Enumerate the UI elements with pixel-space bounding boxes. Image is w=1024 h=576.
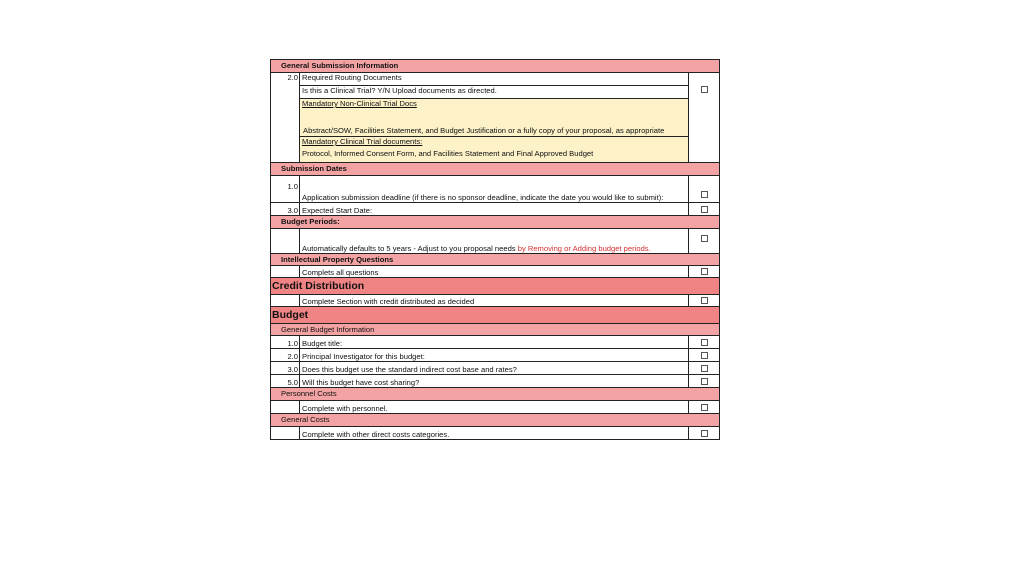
checkbox-cell xyxy=(689,203,719,215)
item-number: 1.0 xyxy=(271,336,300,348)
periods-text: Automatically defaults to 5 years - Adjust to you proposal needs xyxy=(302,243,516,253)
non-clinical-heading: Mandatory Non-Clinical Trial Docs xyxy=(302,99,417,108)
section-personnel-costs xyxy=(271,388,719,401)
section-general-budget-info xyxy=(271,324,719,336)
checkbox-cell xyxy=(689,73,719,162)
non-clinical-docs xyxy=(300,99,688,137)
start-date-checkbox[interactable] xyxy=(701,206,708,213)
start-date-row xyxy=(271,203,719,216)
budget-item-row xyxy=(271,349,719,362)
indirect-cost-checkbox[interactable] xyxy=(701,365,708,372)
budget-item-text: Does this budget use the standard indirect cost base and rates? xyxy=(300,362,689,374)
pi-checkbox[interactable] xyxy=(701,352,708,359)
item-number: 3.0 xyxy=(271,203,300,215)
checkbox-cell xyxy=(689,427,719,439)
section-title: General Budget Information xyxy=(281,324,375,334)
section-title: Credit Distribution xyxy=(272,279,365,292)
credit-checkbox[interactable] xyxy=(701,297,708,304)
item-number xyxy=(271,229,300,253)
section-budget-periods xyxy=(271,216,719,229)
section-title: General Submission Information xyxy=(281,61,399,71)
non-clinical-body: Abstract/SOW, Facilities Statement, and Budget Justification or a fully copy of your proposal, as appropriate xyxy=(303,125,665,135)
budget-item-text: Will this budget have cost sharing? xyxy=(300,375,689,387)
general-costs-row xyxy=(271,427,719,440)
routing-title: Required Routing Documents xyxy=(300,73,688,86)
clinical-heading: Mandatory Clinical Trial documents: xyxy=(302,137,423,146)
checklist-sheet xyxy=(270,59,720,440)
checkbox-cell xyxy=(689,375,719,387)
section-general-submission xyxy=(271,60,719,73)
section-title: Budget Periods: xyxy=(281,217,340,227)
deadline-checkbox[interactable] xyxy=(701,191,708,198)
item-number: 2.0 xyxy=(271,73,300,162)
checkbox-cell xyxy=(689,336,719,348)
ip-text: Complets all questions xyxy=(300,266,689,277)
budget-item-text: Budget title: xyxy=(300,336,689,348)
item-number xyxy=(271,266,300,277)
budget-title-checkbox[interactable] xyxy=(701,339,708,346)
item-number: 2.0 xyxy=(271,349,300,361)
routing-docs xyxy=(300,73,689,162)
section-title: Budget xyxy=(272,308,309,321)
routing-block xyxy=(271,73,719,163)
item-number xyxy=(271,295,300,306)
section-title: Personnel Costs xyxy=(281,389,337,399)
checkbox-cell xyxy=(689,176,719,202)
item-number: 5.0 xyxy=(271,375,300,387)
credit-text: Complete Section with credit distributed as decided xyxy=(300,295,689,306)
budget-item-row xyxy=(271,362,719,375)
credit-row xyxy=(271,295,719,307)
item-number xyxy=(271,401,300,413)
section-credit-distribution xyxy=(271,278,719,295)
checkbox-cell xyxy=(689,229,719,253)
budget-item-text: Principal Investigator for this budget: xyxy=(300,349,689,361)
clinical-body: Protocol, Informed Consent Form, and Facilities Statement and Final Approved Budget xyxy=(302,149,594,159)
checkbox-cell xyxy=(689,266,719,277)
item-number xyxy=(271,427,300,439)
ip-row xyxy=(271,266,719,278)
personnel-text: Complete with personnel. xyxy=(300,401,689,413)
cost-sharing-checkbox[interactable] xyxy=(701,378,708,385)
general-costs-text: Complete with other direct costs categories. xyxy=(300,427,689,439)
section-ip-questions xyxy=(271,254,719,266)
deadline-row xyxy=(271,176,719,203)
ip-checkbox[interactable] xyxy=(701,268,708,275)
item-number: 3.0 xyxy=(271,362,300,374)
clinical-question: Is this a Clinical Trial? Y/N Upload documents as directed. xyxy=(300,86,688,99)
periods-text-red: by Removing or Adding budget periods. xyxy=(517,243,651,253)
personnel-checkbox[interactable] xyxy=(701,404,708,411)
section-submission-dates xyxy=(271,163,719,176)
section-title: Intellectual Property Questions xyxy=(281,254,394,264)
section-general-costs xyxy=(271,414,719,427)
checkbox-cell xyxy=(689,295,719,306)
budget-item-row xyxy=(271,375,719,388)
budget-item-row xyxy=(271,336,719,349)
checkbox-cell xyxy=(689,349,719,361)
section-budget xyxy=(271,307,719,324)
item-number: 1.0 xyxy=(271,176,300,202)
clinical-docs xyxy=(300,137,688,162)
clinical-trial-checkbox[interactable] xyxy=(701,86,708,93)
general-costs-checkbox[interactable] xyxy=(701,430,708,437)
personnel-row xyxy=(271,401,719,414)
budget-periods-text xyxy=(300,229,689,253)
deadline-text: Application submission deadline (if there is no sponsor deadline, indicate the date you would like to submit): xyxy=(300,176,689,202)
section-title: General Costs xyxy=(281,415,330,425)
checkbox-cell xyxy=(689,401,719,413)
budget-periods-row xyxy=(271,229,719,254)
checkbox-cell xyxy=(689,362,719,374)
budget-periods-checkbox[interactable] xyxy=(701,235,708,242)
start-date-text: Expected Start Date: xyxy=(300,203,689,215)
section-title: Submission Dates xyxy=(281,164,347,174)
